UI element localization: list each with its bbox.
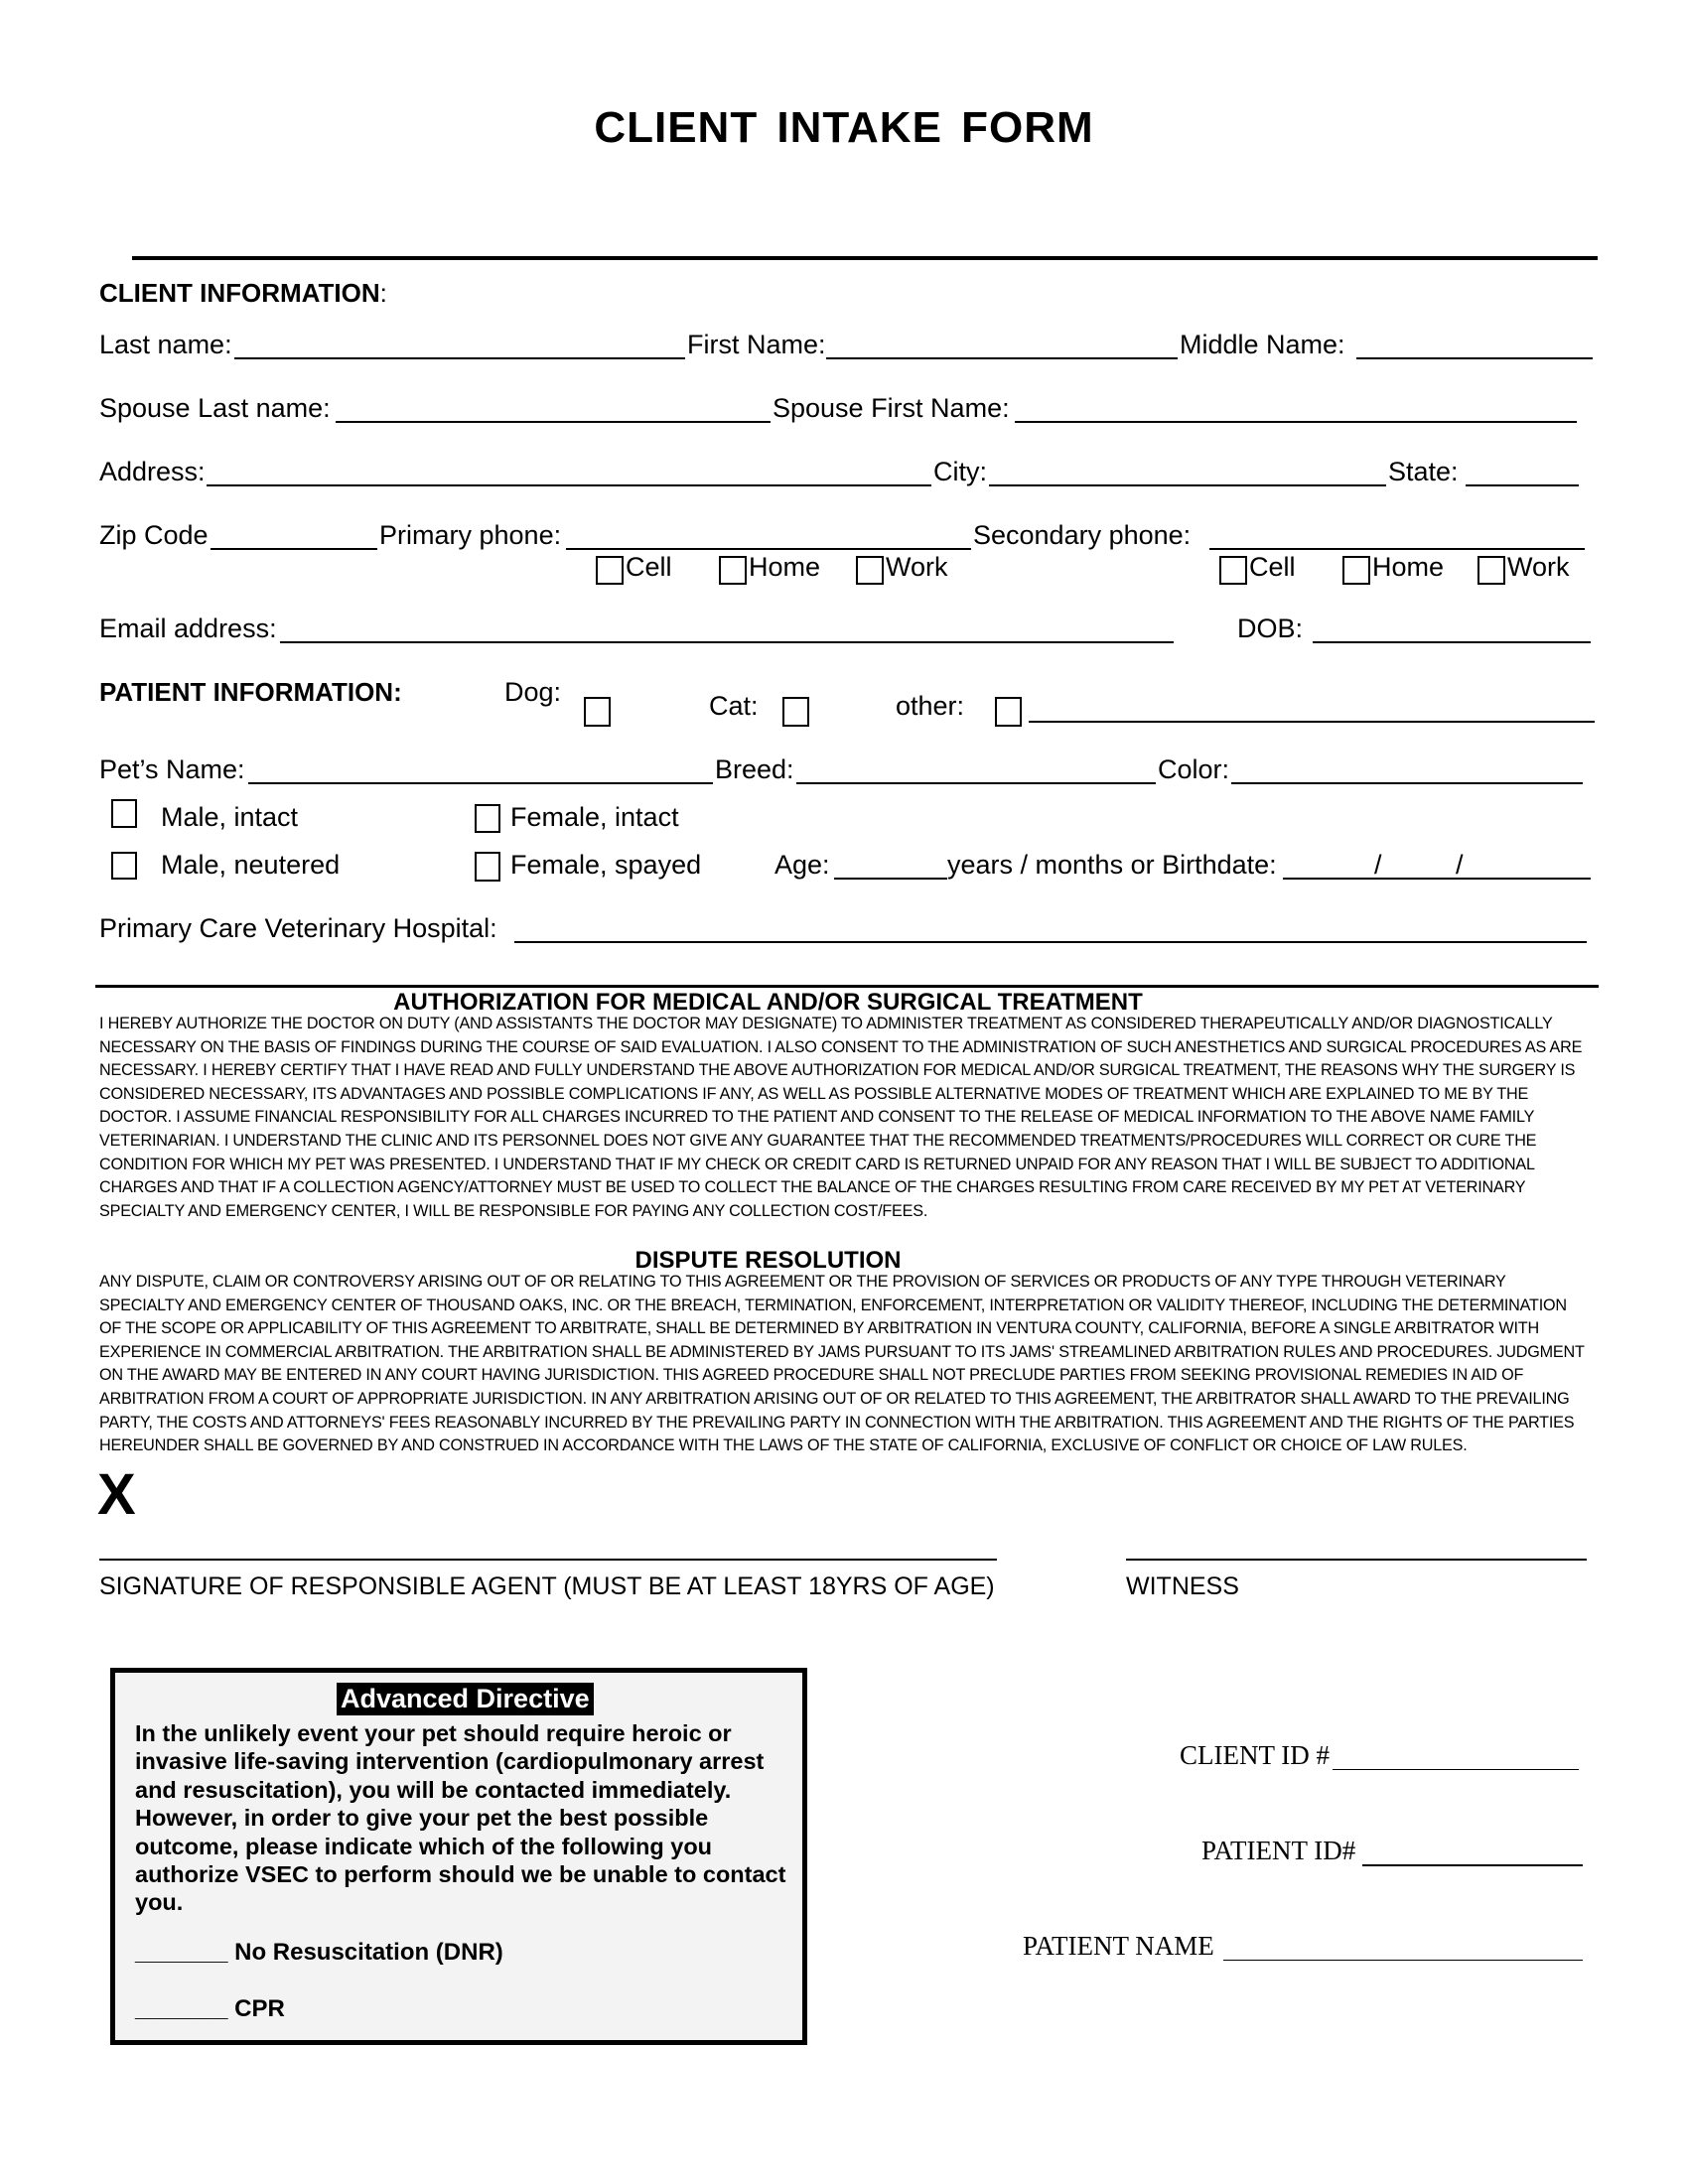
age-label: Age: bbox=[774, 850, 830, 880]
dob-field[interactable] bbox=[1313, 641, 1591, 643]
state-field[interactable] bbox=[1466, 484, 1579, 486]
advanced-directive-box bbox=[110, 1668, 807, 2045]
last-name-label: Last name: bbox=[99, 330, 232, 359]
other-label: other: bbox=[896, 691, 965, 721]
other-species-field[interactable] bbox=[1029, 721, 1595, 723]
patient-id-field[interactable] bbox=[1362, 1864, 1583, 1866]
secondary-phone-work-label: Work bbox=[1507, 552, 1570, 582]
middle-name-field[interactable] bbox=[1356, 357, 1593, 359]
primary-phone-work-label: Work bbox=[886, 552, 948, 582]
patient-name-field[interactable] bbox=[1223, 1960, 1583, 1961]
spouse-last-name-label: Spouse Last name: bbox=[99, 393, 331, 423]
primary-phone-field[interactable] bbox=[566, 548, 971, 550]
primary-phone-label: Primary phone: bbox=[379, 520, 562, 550]
zip-code-label: Zip Code bbox=[99, 520, 209, 550]
color-field[interactable] bbox=[1231, 782, 1583, 784]
secondary-phone-cell-label: Cell bbox=[1249, 552, 1296, 582]
color-label: Color: bbox=[1158, 754, 1230, 784]
last-name-field[interactable] bbox=[234, 357, 685, 359]
address-label: Address: bbox=[99, 457, 206, 486]
breed-field[interactable] bbox=[796, 782, 1156, 784]
primary-phone-home-label: Home bbox=[749, 552, 821, 582]
birthdate-slash-1: / bbox=[1374, 850, 1382, 880]
secondary-phone-home-checkbox[interactable] bbox=[1342, 556, 1370, 585]
male-intact-checkbox[interactable] bbox=[111, 799, 137, 828]
spouse-first-name-label: Spouse First Name: bbox=[773, 393, 1010, 423]
birthdate-field[interactable] bbox=[1283, 878, 1591, 880]
female-intact-label: Female, intact bbox=[510, 802, 679, 832]
years-months-label: years / months or Birthdate: bbox=[947, 850, 1277, 880]
address-field[interactable] bbox=[207, 484, 931, 486]
primary-phone-cell-checkbox[interactable] bbox=[596, 556, 624, 585]
witness-signature-field[interactable] bbox=[1126, 1559, 1587, 1561]
secondary-phone-home-label: Home bbox=[1372, 552, 1445, 582]
first-name-field[interactable] bbox=[826, 357, 1178, 359]
email-field[interactable] bbox=[280, 641, 1174, 643]
title-divider bbox=[132, 256, 1598, 260]
cpr-label: CPR bbox=[234, 1995, 285, 2022]
dnr-blank[interactable]: _______ bbox=[135, 1939, 228, 1966]
city-field[interactable] bbox=[989, 484, 1386, 486]
female-spayed-label: Female, spayed bbox=[510, 850, 702, 880]
cpr-blank[interactable]: _______ bbox=[135, 1995, 228, 2022]
vet-hospital-field[interactable] bbox=[514, 941, 1587, 943]
zip-code-field[interactable] bbox=[211, 548, 377, 550]
client-id-label: CLIENT ID # bbox=[1180, 1740, 1330, 1770]
birthdate-slash-2: / bbox=[1456, 850, 1464, 880]
primary-phone-home-checkbox[interactable] bbox=[719, 556, 747, 585]
spouse-first-name-field[interactable] bbox=[1015, 421, 1577, 423]
patient-info-heading: PATIENT INFORMATION: bbox=[99, 677, 402, 707]
other-checkbox[interactable] bbox=[995, 697, 1022, 727]
male-intact-label: Male, intact bbox=[161, 802, 299, 832]
age-field[interactable] bbox=[834, 878, 947, 880]
advanced-directive-text: In the unlikely event your pet should require heroic or invasive life-saving intervention (cardiopulmonary arrest and resuscitation), you will be contacted immediately. However, in order to give your pet the best possible outcome, please indicate which of the following you authorize VSEC to perform should we be unable to contact you. bbox=[135, 1720, 786, 1916]
dog-label: Dog: bbox=[504, 677, 562, 707]
cat-label: Cat: bbox=[709, 691, 759, 721]
form-title: CLIENT INTAKE FORM bbox=[594, 103, 1094, 152]
city-label: City: bbox=[933, 457, 987, 486]
pet-name-field[interactable] bbox=[248, 782, 713, 784]
male-neutered-checkbox[interactable] bbox=[111, 852, 137, 880]
authorization-heading: AUTHORIZATION FOR MEDICAL AND/OR SURGICAL TREATMENT bbox=[393, 989, 1143, 1016]
client-id-field[interactable] bbox=[1333, 1769, 1579, 1770]
secondary-phone-field[interactable] bbox=[1209, 548, 1585, 550]
witness-label: WITNESS bbox=[1126, 1572, 1239, 1600]
cat-checkbox[interactable] bbox=[782, 697, 809, 727]
section-divider bbox=[95, 985, 1599, 988]
advanced-directive-title: Advanced Directive bbox=[337, 1683, 594, 1715]
secondary-phone-label: Secondary phone: bbox=[973, 520, 1192, 550]
middle-name-label: Middle Name: bbox=[1180, 330, 1345, 359]
cpr-option bbox=[135, 1995, 285, 2023]
authorization-text: I HEREBY AUTHORIZE THE DOCTOR ON DUTY (AND ASSISTANTS THE DOCTOR MAY DESIGNATE) TO ADMINISTER TREATMENT AS CONSIDERED THERAPEUTICALLY AND/OR DIAGNOSTICALLY NECESSARY ON THE BASIS OF FINDINGS DURING THE COURSE OF SAID EVALUATION. I ALSO CONSENT TO THE ADMINISTRATION OF SUCH ANESTHETICS AND SURGICAL PROCEDURES AS ARE NECESSARY. I HEREBY CERTIFY THAT I HAVE READ AND FULLY UNDERSTAND THE ABOVE AUTHORIZATION FOR MEDICAL AND/OR SURGICAL TREATMENT, THE REASONS WHY THE SURGERY IS CONSIDERED NECESSARY, ITS ADVANTAGES AND POSSIBLE COMPLICATIONS IF ANY, AS WELL AS POSSIBLE ALTERNATIVE MODES OF TREATMENT WHICH ARE EXPLAINED TO ME BY THE DOCTOR. I ASSUME FINANCIAL RESPONSIBILITY FOR ALL CHARGES INCURRED TO THE PATIENT AND CONSENT TO THE RELEASE OF MEDICAL INFORMATION TO THE ABOVE NAME FAMILY VETERINARIAN. I UNDERSTAND THE CLINIC AND ITS PERSONNEL DOES NOT GIVE ANY GUARANTEE THAT THE RECOMMENDED TREATMENTS/PROCEDURES WILL CORRECT OR CURE THE CONDITION FOR WHICH MY PET WAS PRESENTED. I UNDERSTAND THAT IF MY CHECK OR CREDIT CARD IS RETURNED UNPAID FOR ANY REASON THAT I WILL BE SUBJECT TO ADDITIONAL CHARGES AND THAT IF A COLLECTION AGENCY/ATTORNEY MUST BE USED TO COLLECT THE BALANCE OF THE CHARGES RESULTING FROM CARE RECEIVED BY MY PET AT VETERINARY SPECIALTY AND EMERGENCY CENTER, I WILL BE RESPONSIBLE FOR PAYING ANY COLLECTION COST/FEES. bbox=[99, 1015, 1583, 1220]
client-info-heading: CLIENT INFORMATION: bbox=[99, 278, 387, 308]
email-label: Email address: bbox=[99, 614, 277, 643]
dispute-text: ANY DISPUTE, CLAIM OR CONTROVERSY ARISING OUT OF OR RELATING TO THIS AGREEMENT OR THE PROVISION OF SERVICES OR PRODUCTS OF ANY TYPE THROUGH VETERINARY SPECIALTY AND EMERGENCY CENTER OF THOUSAND OAKS, INC. OR THE BREACH, TERMINATION, ENFORCEMENT, INTERPRETATION OR VALIDITY THEREOF, INCLUDING THE DETERMINATION OF THE SCOPE OR APPLICABILITY OF THIS AGREEMENT TO ARBITRATE, SHALL BE DETERMINED BY ARBITRATION IN VENTURA COUNTY, CALIFORNIA, BEFORE A SINGLE ARBITRATOR WITH EXPERIENCE IN COMMERCIAL ARBITRATION. THE ARBITRATION SHALL BE ADMINISTERED BY JAMS PURSUANT TO ITS JAMS' STREAMLINED ARBITRATION RULES AND PROCEDURES. JUDGMENT ON THE AWARD MAY BE ENTERED IN ANY COURT HAVING JURISDICTION. THIS AGREED PROCEDURE SHALL NOT PRECLUDE PARTIES FROM SEEKING PROVISIONAL REMEDIES IN AID OF ARBITRATION FROM A COURT OF APPROPRIATE JURISDICTION. IN ANY ARBITRATION ARISING OUT OF OR RELATED TO THIS AGREEMENT, THE ARBITRATOR SHALL AWARD TO THE PREVAILING PARTY, THE COSTS AND ATTORNEYS' FEES REASONABLY INCURRED BY THE PREVAILING PARTY IN CONNECTION WITH THE ARBITRATION. THIS AGREEMENT AND THE RIGHTS OF THE PARTIES HEREUNDER SHALL BE GOVERNED BY AND CONSTRUED IN ACCORDANCE WITH THE LAWS OF THE STATE OF CALIFORNIA, EXCLUSIVE OF CONFLICT OR CHOICE OF LAW RULES. bbox=[99, 1273, 1585, 1455]
agent-signature-field[interactable] bbox=[99, 1559, 997, 1561]
patient-id-label: PATIENT ID# bbox=[1201, 1836, 1356, 1865]
dob-label: DOB: bbox=[1237, 614, 1304, 643]
dispute-heading: DISPUTE RESOLUTION bbox=[634, 1247, 902, 1274]
state-label: State: bbox=[1388, 457, 1459, 486]
dnr-label: No Resuscitation (DNR) bbox=[234, 1939, 503, 1966]
female-spayed-checkbox[interactable] bbox=[475, 852, 500, 882]
secondary-phone-cell-checkbox[interactable] bbox=[1219, 556, 1247, 585]
primary-phone-cell-label: Cell bbox=[626, 552, 672, 582]
female-intact-checkbox[interactable] bbox=[475, 804, 500, 833]
male-neutered-label: Male, neutered bbox=[161, 850, 341, 880]
dnr-option bbox=[135, 1939, 503, 1967]
primary-phone-work-checkbox[interactable] bbox=[856, 556, 884, 585]
spouse-last-name-field[interactable] bbox=[336, 421, 771, 423]
patient-name-label: PATIENT NAME bbox=[1023, 1931, 1214, 1961]
secondary-phone-work-checkbox[interactable] bbox=[1477, 556, 1505, 585]
first-name-label: First Name: bbox=[687, 330, 826, 359]
agent-signature-label: SIGNATURE OF RESPONSIBLE AGENT (MUST BE AT LEAST 18YRS OF AGE) bbox=[99, 1572, 995, 1600]
signature-x-mark: X bbox=[97, 1462, 136, 1527]
dog-checkbox[interactable] bbox=[584, 697, 611, 727]
pet-name-label: Pet’s Name: bbox=[99, 754, 245, 784]
vet-hospital-label: Primary Care Veterinary Hospital: bbox=[99, 913, 497, 943]
breed-label: Breed: bbox=[715, 754, 794, 784]
